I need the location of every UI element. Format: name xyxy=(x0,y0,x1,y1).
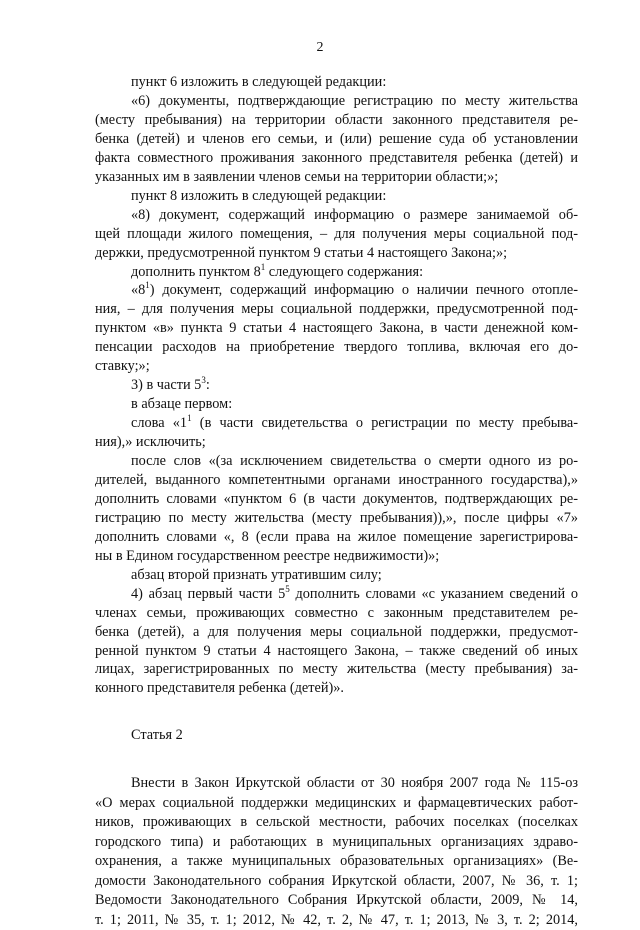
text-line: лицах, зарегистрированных по месту жительства (месту пребывания) за- xyxy=(95,661,578,678)
text-line: домости Законодательного собрания Иркутской области, 2007, № 36, т. 1; xyxy=(95,872,578,889)
text-line: 4) абзац первый части $5^5$ дополнить словами «с указанием сведений о xyxy=(131,583,578,602)
text-line: указанных им в заявлении членов семьи на территории области;»; xyxy=(95,168,499,185)
text-line: дополнить словами «, 8 (если права на жилое помещение зарегистрирова- xyxy=(95,528,578,545)
text-line: городского типа) и работающих в муниципальных организациях здраво- xyxy=(95,833,578,850)
page-number: 2 xyxy=(316,40,324,55)
text-line: ния, – для получения меры социальной поддержки, предусмотренной под- xyxy=(95,301,578,318)
text-line: бенка (детей), а для получения меры социальной поддержки, предусмот- xyxy=(95,623,578,640)
text-line: щей площади жилого помещения, – для получения меры социальной под- xyxy=(95,225,578,242)
text-line: ренной пунктом 9 статьи 4 настоящего Закона, – также сведений об иных xyxy=(95,642,578,659)
text-line: охранения, а также муниципальных образовательных организациях» (Ве- xyxy=(95,853,578,870)
text-line: гистрацию по месту жительства (месту пребывания)),», после цифры «7» xyxy=(95,509,578,526)
text-line: держки, предусмотренной пунктом 9 статьи 4 настоящего Закона;»; xyxy=(95,244,508,261)
text-line: «8) документ, содержащий информацию о размере занимаемой об- xyxy=(131,206,578,223)
text-line: слова «$1^1$ (в части свидетельства о регистрации по месту пребыва- xyxy=(131,413,578,432)
text-line: ников, проживающих в сельской местности, рабочих поселках (поселках xyxy=(95,814,578,831)
text-line: после слов «(за исключением свидетельства о смерти одного из ро- xyxy=(131,453,578,469)
text-line: бенка (детей) и членов его семьи, и (или) решение суда об установлении xyxy=(95,130,578,147)
text-line: факта совместного проживания законного представителя ребенка (детей) и xyxy=(95,149,578,166)
text-line: «О мерах социальной поддержки медицинских и фармацевтических работ- xyxy=(95,794,578,811)
text-line: дополнить словами «пунктом 6 (в части документов, подтверждающих ре- xyxy=(95,490,578,507)
text-line: в абзаце первом: xyxy=(131,396,233,413)
article-heading: Статья 2 xyxy=(131,727,183,744)
text-line: членах семьи, проживающих совместно с законным представителем ре- xyxy=(95,604,578,621)
text-line: ния),» исключить; xyxy=(95,434,206,451)
text-line: т. 1; 2011, № 35, т. 1; 2012, № 42, т. 2, № 47, т. 1; 2013, № 3, т. 2; 2014, xyxy=(95,911,578,928)
text-line: дителей, выданного компетентными органами иностранного государства),» xyxy=(95,471,578,488)
text-line: пенсации расходов на приобретение твердого топлива, включая его до- xyxy=(95,339,578,356)
text-line: «$8^1$) документ, содержащий информацию о наличии печного отопле- xyxy=(131,280,578,299)
text-line: (месту пребывания) на территории области законного представителя ре- xyxy=(95,111,578,128)
text-line: пункт 6 изложить в следующей редакции: xyxy=(131,74,387,90)
text-line: «6) документы, подтверждающие регистрацию по месту жительства xyxy=(131,92,578,109)
text-line: ставку;»; xyxy=(95,358,150,375)
text-line: Ведомости Законодательного Собрания Иркутской области, 2009, № 14, xyxy=(95,892,578,909)
text-line: конного представителя ребенка (детей)». xyxy=(95,680,345,697)
text-line: дополнить пунктом $8^1$ следующего содержания: xyxy=(131,261,424,280)
text-line: Внести в Закон Иркутской области от 30 ноября 2007 года № 115-оз xyxy=(131,775,578,792)
text-line: ны в Едином государственном реестре недвижимости)»; xyxy=(95,547,440,564)
text-line: пунктом «в» пункта 9 статьи 4 настоящего Закона, в части денежной ком- xyxy=(95,320,578,337)
text-line: пункт 8 изложить в следующей редакции: xyxy=(131,187,387,204)
text-line: абзац второй признать утратившим силу; xyxy=(131,566,382,583)
text-line: 3) в части $5^3$: xyxy=(131,375,210,394)
